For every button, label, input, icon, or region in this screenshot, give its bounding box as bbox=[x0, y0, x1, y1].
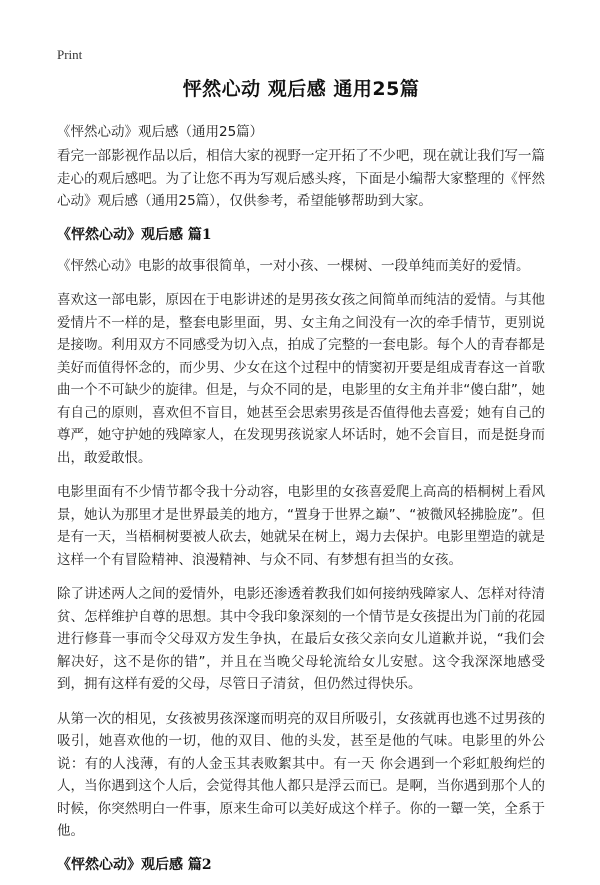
intro-paragraph: 看完一部影视作品以后，相信大家的视野一定开拓了不少吧，现在就让我们写一篇走心的观后感吧。为了让您不再为写观后感头疼，下面是小编帮大家整理的《怦然心动》观后感（通用25篇），仅供参考，希望能够帮助到大家。 bbox=[57, 148, 545, 209]
section-heading-2: 《怦然心动》观后感 篇2 bbox=[57, 856, 212, 873]
print-link[interactable]: Print bbox=[57, 47, 83, 62]
subtitle: 《怦然心动》观后感（通用25篇） bbox=[57, 124, 264, 140]
page-title: 怦然心动 观后感 通用25篇 bbox=[182, 78, 420, 100]
paragraph: 电影里面有不少情节都令我十分动容，电影里的女孩喜爱爬上高高的梧桐树上看风景，她认为那里才是世界最美的地方，“置身于世界之巅”、“被微风轻拂脸庞”。但是有一天，当梧桐树要被人砍去，她就呆在树上，竭力去保护。电影里塑造的就是这样一个有冒险精神、浪漫精神、与众不同、有梦想有担当的女孩。 bbox=[57, 484, 545, 568]
paragraph: 从第一次的相见，女孩被男孩深邃而明亮的双目所吸引，女孩就再也逃不过男孩的吸引，她喜欢他的一切，他的双目、他的头发，甚至是他的气味。电影里的外公说：有的人浅薄，有的人金玉其表败絮其中。有一天 你会遇到一个彩虹般绚烂的人，当你遇到这个人后，会觉得其他人都只是浮云而已。是啊，当你遇到那个人的时候，你突然明白一件事，原来生命可以美好成这个样子。你的一颦一笑，全系于他。 bbox=[57, 710, 545, 839]
paragraph: 除了讲述两人之间的爱情外，电影还渗透着教我们如何接纳残障家人、怎样对待清贫、怎样维护自尊的思想。其中令我印象深刻的一个情节是女孩提出为门前的花园进行修葺一事而令父母双方发生争执，在最后女孩父亲向女儿道歉并说，“我们会解决好，这不是你的错”，并且在当晚父母轮流给女儿安慰。这令我深深地感受到，拥有这样有爱的父母，尽管日子清贫，但仍然过得快乐。 bbox=[57, 586, 545, 692]
paragraph: 喜欢这一部电影，原因在于电影讲述的是男孩女孩之间简单而纯洁的爱情。与其他爱情片不一样的是，整套电影里面，男、女主角之间没有一次的牵手情节，更别说是接吻。利用双方不同感受为切入点，拍成了完整的一套电影。每个人的青春都是美好而值得怀念的，而少男、少女在这个过程中的情窦初开要是组成青春这一首歌曲一个不可缺少的旋律。但是，与众不同的是，电影里的女主角并非“傻白甜”，她有自己的原则，喜欢但不盲目，她甚至会思索男孩是否值得他去喜爱；她有自己的尊严，她守护她的残障家人，在发现男孩说家人坏话时，她不会盲目，而是挺身而出，敢爱敢恨。 bbox=[57, 292, 545, 466]
section-heading-1: 《怦然心动》观后感 篇1 bbox=[57, 226, 212, 243]
article-body bbox=[57, 145, 545, 885]
paragraph: 《怦然心动》电影的故事很简单，一对小孩、一棵树、一段单纯而美好的爱情。 bbox=[57, 257, 530, 274]
